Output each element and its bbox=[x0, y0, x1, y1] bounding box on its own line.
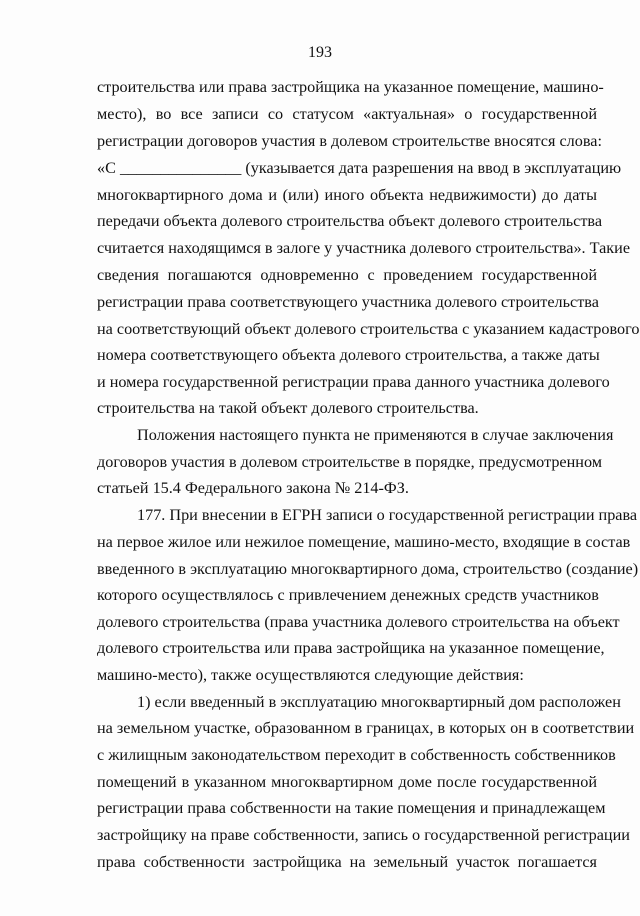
text-line: помещений в указанном многоквартирном доме после государственной bbox=[97, 773, 597, 791]
text-line: долевого строительства или права застройщика на указанное помещение, bbox=[97, 639, 605, 657]
text-line: машино-место), также осуществляются следующие действия: bbox=[97, 666, 524, 684]
page-number: 193 bbox=[308, 44, 332, 61]
text-line: на земельном участке, образованном в границах, в которых он в соответствии bbox=[97, 719, 635, 737]
text-line: на соответствующий объект долевого строительства с указанием кадастрового bbox=[97, 320, 640, 338]
text-line: считается находящимся в залоге у участника долевого строительства». Такие bbox=[97, 239, 631, 257]
text-line: Положения настоящего пункта не применяются в случае заключения bbox=[137, 426, 614, 444]
text-line: регистрации договоров участия в долевом строительстве вносятся слова: bbox=[97, 132, 602, 150]
text-line: застройщику на праве собственности, запись о государственной регистрации bbox=[97, 826, 630, 844]
text-line: строительства на такой объект долевого строительства. bbox=[97, 399, 479, 417]
text-line: место), во все записи со статусом «актуальная» о государственной bbox=[97, 105, 597, 123]
text-line: на первое жилое или нежилое помещение, машино-место, входящие в состав bbox=[97, 533, 631, 551]
text-line: введенного в эксплуатацию многоквартирного дома, строительство (создание) bbox=[97, 560, 639, 578]
text-line: сведения погашаются одновременно с проведением государственной bbox=[97, 266, 597, 284]
text-line: и номера государственной регистрации права данного участника долевого bbox=[97, 373, 610, 391]
text-line: многоквартирного дома и (или) иного объекта недвижимости) до даты bbox=[97, 186, 597, 204]
text-line: 1) если введенный в эксплуатацию многоквартирный дом расположен bbox=[137, 693, 621, 711]
text-line: номера соответствующего объекта долевого строительства, а также даты bbox=[97, 346, 600, 364]
text-line: права собственности застройщика на земельный участок погашается bbox=[97, 853, 597, 871]
text-line: «С _______________ (указывается дата разрешения на ввод в эксплуатацию bbox=[97, 159, 622, 177]
text-line: статьей 15.4 Федерального закона № 214-ФЗ. bbox=[97, 479, 409, 497]
text-line: передачи объекта долевого строительства объект долевого строительства bbox=[97, 212, 603, 230]
text-line: строительства или права застройщика на указанное помещение, машино- bbox=[97, 78, 604, 96]
text-line: с жилищным законодательством переходит в собственность собственников bbox=[97, 746, 616, 764]
text-line: которого осуществлялось с привлечением денежных средств участников bbox=[97, 586, 599, 604]
text-line: договоров участия в долевом строительстве в порядке, предусмотренном bbox=[97, 453, 602, 471]
text-line: долевого строительства (права участника долевого строительства на объект bbox=[97, 613, 620, 631]
text-line: 177. При внесении в ЕГРН записи о государственной регистрации права bbox=[137, 506, 638, 524]
text-line: регистрации права соответствующего участника долевого строительства bbox=[97, 293, 599, 311]
text-line: регистрации права собственности на такие помещения и принадлежащем bbox=[97, 799, 606, 817]
